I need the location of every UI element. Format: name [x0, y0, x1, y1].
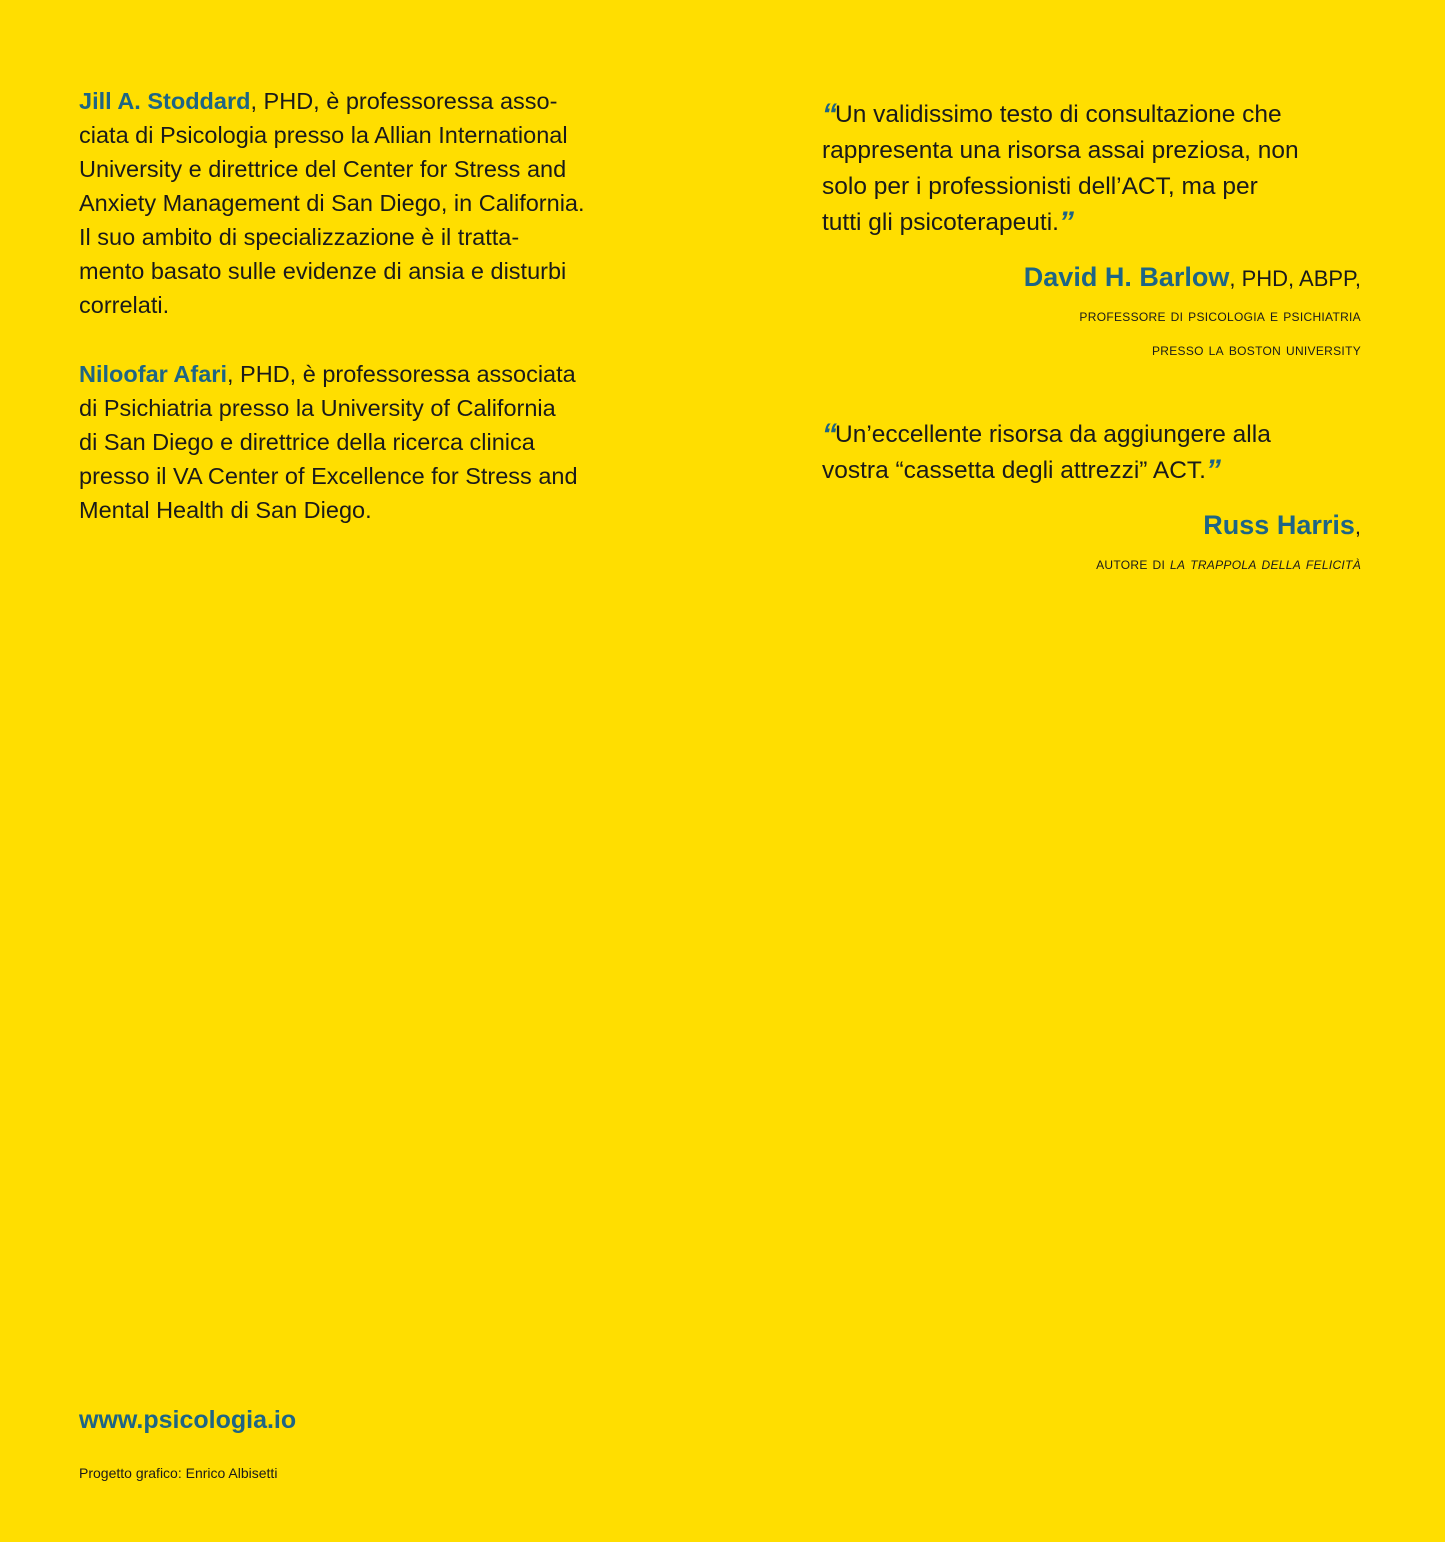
- attribution-harris: [1096, 505, 1361, 581]
- open-quote-mark: “: [822, 98, 835, 131]
- design-credits: Progetto grafico: Enrico Albisetti: [79, 1465, 278, 1481]
- attribution-role: [1096, 547, 1361, 581]
- quote-barlow: [822, 97, 1367, 241]
- attribution-role: presso la boston university: [1151, 341, 1361, 359]
- bio-line: Il suo ambito di specializzazione è il tratta-: [79, 224, 520, 250]
- bio-line: mento basato sulle evidenze di ansia e disturbi: [79, 258, 567, 284]
- bio-line: ciata di Psicologia presso la Allian International: [79, 122, 568, 148]
- bio-stoddard: [79, 84, 639, 322]
- quote-line: tutti gli psicoterapeuti.: [822, 209, 1059, 236]
- attribution-role-prefix: autore di: [1096, 555, 1171, 573]
- bio-line: di Psichiatria presso la University of California: [79, 395, 556, 421]
- attribution-suffix: , PHD, ABPP,: [1229, 266, 1361, 291]
- website-link[interactable]: www.psicologia.io: [79, 1406, 297, 1434]
- attribution-name: David H. Barlow: [1023, 262, 1230, 292]
- close-quote-mark: ”: [1205, 454, 1219, 487]
- attribution-barlow: [1024, 257, 1361, 367]
- attribution-suffix: ,: [1354, 514, 1361, 539]
- quote-line: Un’eccellente risorsa da aggiungere alla: [835, 421, 1271, 448]
- book-title: la trappola della felicità: [1170, 555, 1361, 573]
- attribution-role: professore di psicologia e psichiatria: [1079, 307, 1361, 325]
- attribution-name: Russ Harris: [1203, 510, 1355, 540]
- quote-line: vostra “cassetta degli attrezzi” ACT.: [822, 457, 1206, 484]
- bio-line: , PHD, è professoressa asso-: [250, 88, 558, 114]
- bio-line: presso il VA Center of Excellence for Stress and: [79, 463, 578, 489]
- bio-line: correlati.: [79, 292, 170, 318]
- open-quote-mark: “: [822, 418, 835, 451]
- bio-line: University e direttrice del Center for Stress and: [79, 156, 567, 182]
- quote-line: rappresenta una risorsa assai preziosa, non: [822, 137, 1299, 164]
- quote-line: solo per i professionisti dell’ACT, ma per: [822, 173, 1258, 200]
- bio-line: , PHD, è professoressa associata: [226, 361, 576, 387]
- bio-line: di San Diego e direttrice della ricerca clinica: [79, 429, 535, 455]
- quote-line: Un validissimo testo di consultazione che: [835, 101, 1282, 128]
- quote-harris: [822, 417, 1367, 489]
- author-name-stoddard: Jill A. Stoddard: [79, 88, 251, 114]
- bio-afari: [79, 357, 639, 527]
- bio-line: Anxiety Management di San Diego, in California.: [79, 190, 585, 216]
- bio-line: Mental Health di San Diego.: [79, 497, 372, 523]
- author-name-afari: Niloofar Afari: [79, 361, 227, 387]
- close-quote-mark: ”: [1058, 206, 1072, 239]
